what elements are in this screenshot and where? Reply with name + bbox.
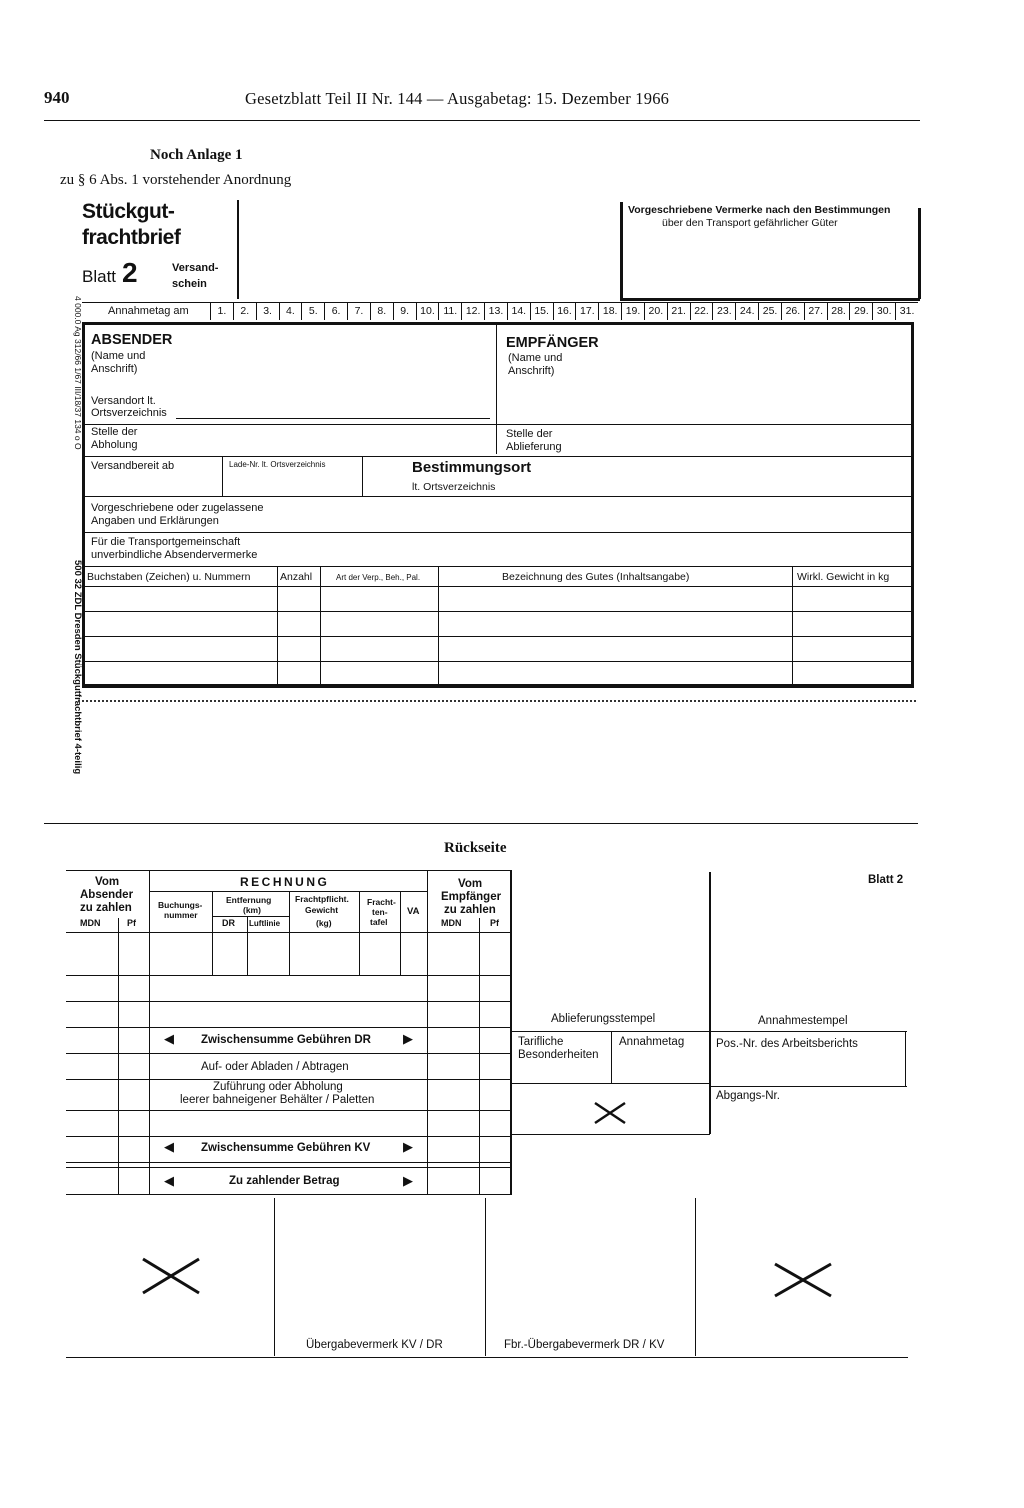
- rechnung-underline: [149, 891, 427, 892]
- annahmetag-day: 6.: [324, 303, 347, 320]
- annahmetag-day: 25.: [758, 303, 781, 320]
- back-row-h: [66, 1162, 512, 1163]
- annahmetag-day: 21.: [667, 303, 690, 320]
- zufuehrung-line1: Zuführung oder Abholung: [213, 1081, 343, 1093]
- tarif-bottom: [512, 1083, 710, 1084]
- row-line-vorgeschriebene: [84, 496, 912, 497]
- ablieferungsstempel-label: Ablieferungsstempel: [551, 1013, 656, 1025]
- stempel-right-border: [905, 1031, 906, 1086]
- back-row-f: [66, 1110, 512, 1111]
- empfaenger-label: EMPFÄNGER: [506, 335, 599, 351]
- annahmetag-day: 24.: [735, 303, 758, 320]
- back-col-buchung-right: [212, 891, 213, 975]
- bestimmungsort-label: Bestimmungsort: [412, 459, 532, 476]
- row-line-transport: [84, 532, 912, 533]
- page-number: 940: [44, 88, 70, 107]
- back-col-rechnung-right: [427, 870, 428, 1195]
- back-title: Rückseite: [444, 840, 507, 856]
- header-rule: [44, 120, 920, 121]
- annahmestempel-label: Annahmestempel: [758, 1015, 848, 1027]
- pos-nr-label: Pos.-Nr. des Arbeitsberichts: [716, 1038, 858, 1050]
- entfernung-underline: [212, 916, 289, 917]
- versandort-line2: Ortsverzeichnis: [91, 407, 167, 419]
- back-row-i: [66, 1167, 512, 1168]
- versand-line2: schein: [172, 278, 207, 290]
- vorgeschriebene-line2: Angaben und Erklärungen: [91, 515, 219, 527]
- title-divider: [237, 200, 239, 299]
- bestimmungsort-sub: lt. Ortsverzeichnis: [412, 481, 496, 493]
- annahmetag-day: 20.: [644, 303, 667, 320]
- uebergabe-kv-dr-label: Übergabevermerk KV / DR: [306, 1339, 443, 1351]
- cross-icon-bottom-right: [772, 1261, 834, 1299]
- annahmetag-day: 22.: [690, 303, 713, 320]
- pf-right: Pf: [490, 918, 499, 928]
- annahmetag-day: 16.: [553, 303, 576, 320]
- stelle-ablieferung-line2: Ablieferung: [506, 441, 562, 453]
- section-separator: [44, 823, 918, 824]
- notes-right-border: [918, 208, 921, 299]
- abgangs-nr-label: Abgangs-Nr.: [716, 1090, 780, 1102]
- pos-bottom: [709, 1086, 907, 1087]
- blatt-number: 2: [122, 257, 138, 288]
- annahmetag-day: 14.: [507, 303, 530, 320]
- goods-col3: [438, 566, 439, 686]
- rechnung-label: RECHNUNG: [240, 875, 330, 889]
- goods-row3: [84, 661, 912, 662]
- goods-col2: [320, 566, 321, 686]
- annahmetag-day: 15.: [530, 303, 553, 320]
- vom-absender-line3: zu zahlen: [80, 902, 132, 914]
- annahmetag-back-label: Annahmetag: [619, 1036, 685, 1048]
- form-title-line1: Stückgut-: [82, 200, 175, 223]
- back-header-bottom: [66, 932, 512, 933]
- annahmetag-day: 18.: [598, 303, 621, 320]
- empfaenger-sub1: (Name und: [508, 352, 563, 364]
- absender-label: ABSENDER: [91, 332, 173, 348]
- annahmetag-day: 31.: [895, 303, 918, 320]
- empfaenger-sub2: Anschrift): [508, 365, 555, 377]
- annahmetag-day: 7.: [347, 303, 370, 320]
- luftlinie-label: Luftlinie: [249, 919, 281, 928]
- tarif-divider: [611, 1031, 612, 1083]
- back-col-fracht-right: [359, 891, 360, 975]
- annahmetag-day: 29.: [849, 303, 872, 320]
- zwischensumme-dr-label: Zwischensumme Gebühren DR: [201, 1034, 371, 1046]
- row-line-abholung: [84, 424, 912, 425]
- stelle-ablieferung-line1: Stelle der: [506, 428, 553, 440]
- frachtentafel-line1: Fracht-: [367, 897, 396, 907]
- col-anzahl: Anzahl: [280, 571, 313, 583]
- frachtentafel-line3: tafel: [370, 917, 388, 927]
- versand-line1: Versand-: [172, 262, 219, 274]
- frachtentafel-line2: ten-: [372, 907, 388, 917]
- blatt2-label: Blatt 2: [868, 874, 904, 886]
- annahmetag-day: 17.: [575, 303, 598, 320]
- back-col-pf-right: [479, 918, 480, 1195]
- zu-zahlender-right-arrow: ▶: [403, 1173, 413, 1188]
- zu-zahlender-left-arrow: ◀: [164, 1173, 174, 1188]
- back-row-e: [66, 1079, 512, 1080]
- vom-absender-line1: Vom: [95, 876, 120, 888]
- vorgeschriebene-line1: Vorgeschriebene oder zugelassene: [91, 502, 264, 514]
- annahmetag-row: [82, 302, 918, 319]
- notes-left-border: [620, 202, 623, 299]
- entfernung-line2: (km): [243, 905, 261, 915]
- bottom-col1: [274, 1198, 275, 1356]
- zwischensumme-dr-right-arrow: ▶: [403, 1031, 413, 1046]
- transport-line1: Für die Transportgemeinschaft: [91, 536, 241, 548]
- front-dotted-line: [78, 700, 916, 702]
- back-row-d: [66, 1053, 512, 1054]
- vom-absender-line2: Absender: [80, 889, 134, 901]
- buchungsnummer-line1: Buchungs-: [158, 900, 203, 910]
- annahmetag-day: 1.: [210, 303, 233, 320]
- back-row-c: [66, 1027, 512, 1028]
- intro-line2: zu § 6 Abs. 1 vorstehender Anordnung: [60, 172, 292, 188]
- versandbereit-divider: [222, 456, 223, 496]
- annahmetag-day: 2.: [233, 303, 256, 320]
- annahmetag-day: 13.: [484, 303, 507, 320]
- bottom-col3: [695, 1198, 696, 1356]
- right-block-bottom: [512, 1134, 710, 1135]
- zwischensumme-kv-label: Zwischensumme Gebühren KV: [201, 1142, 371, 1154]
- frachtpflicht-line3: (kg): [316, 918, 332, 928]
- vom-empfaenger-line3: zu zahlen: [444, 904, 496, 916]
- zwischensumme-dr-left-arrow: ◀: [164, 1031, 174, 1046]
- tarifliche-line2: Besonderheiten: [518, 1049, 599, 1061]
- goods-header-bottom: [84, 586, 912, 587]
- zu-zahlender-label: Zu zahlender Betrag: [229, 1175, 340, 1187]
- back-right-divider: [709, 872, 711, 1134]
- annahmetag-day: 5.: [301, 303, 324, 320]
- back-col-dr-right: [247, 916, 248, 975]
- col-gewicht: Wirkl. Gewicht in kg: [797, 571, 890, 583]
- vom-empfaenger-line2: Empfänger: [441, 891, 502, 903]
- back-row-b: [66, 1001, 512, 1002]
- bottom-block-rule: [66, 1357, 908, 1358]
- annahmetag-day: 19.: [621, 303, 644, 320]
- back-row-g: [66, 1136, 512, 1137]
- annahmetag-day: 10.: [416, 303, 439, 320]
- zufuehrung-line2: leerer bahneigener Behälter / Paletten: [180, 1094, 375, 1106]
- stempel-bottom: [512, 1031, 907, 1032]
- annahmetag-day: 23.: [712, 303, 735, 320]
- tarifliche-line1: Tarifliche: [518, 1036, 564, 1048]
- side-code-top: 4 000.0 Ag 312/66 1/67 III/18/37 134 o O: [73, 296, 83, 450]
- goods-header-top: [84, 566, 912, 567]
- dr-label: DR: [222, 918, 235, 928]
- annahmetag-day: 8.: [370, 303, 393, 320]
- annahmetag-day: 11.: [438, 303, 461, 320]
- col-buchstaben: Buchstaben (Zeichen) u. Nummern: [87, 571, 251, 583]
- stelle-abholung-line2: Abholung: [91, 439, 138, 451]
- pf-left: Pf: [127, 918, 136, 928]
- notes-title-line2: über den Transport gefährlicher Güter: [662, 217, 838, 229]
- vom-empfaenger-line1: Vom: [458, 878, 483, 890]
- goods-row1: [84, 611, 912, 612]
- running-title: Gesetzblatt Teil II Nr. 144 — Ausgabetag: 15. Dezember 1966: [245, 89, 670, 108]
- goods-col4: [792, 566, 793, 686]
- absender-empf-divider: [496, 324, 497, 454]
- side-code-bottom: 500 32 ZDL Dresden Stückgutfrachtbrief 4-teilig: [72, 560, 83, 775]
- mdn-right: MDN: [441, 918, 462, 928]
- back-col-pf-left: [118, 918, 119, 1195]
- col-bezeichnung: Bezeichnung des Gutes (Inhaltsangabe): [502, 571, 690, 583]
- annahmetag-day: 9.: [393, 303, 416, 320]
- goods-row2: [84, 636, 912, 637]
- bottom-col2: [485, 1198, 486, 1356]
- annahmetag-day: 4.: [279, 303, 302, 320]
- frachtpflicht-line1: Frachtpflicht.: [295, 894, 349, 904]
- blatt-label: Blatt: [82, 267, 117, 286]
- versandbereit-label: Versandbereit ab: [91, 460, 175, 472]
- mdn-left: MDN: [80, 918, 101, 928]
- back-col-tafel-right: [400, 891, 401, 975]
- auf-abladen-label: Auf- oder Abladen / Abtragen: [201, 1061, 349, 1073]
- row-line-versandbereit: [84, 456, 912, 457]
- stelle-abholung-line1: Stelle der: [91, 426, 138, 438]
- back-col-absender-right: [149, 870, 150, 1195]
- va-label: VA: [407, 906, 420, 917]
- uebergabe-dr-kv-label: Fbr.-Übergabevermerk DR / KV: [504, 1339, 665, 1351]
- zwischensumme-kv-right-arrow: ▶: [403, 1139, 413, 1154]
- back-row-a: [66, 975, 512, 976]
- annahmetag-day: 27.: [804, 303, 827, 320]
- zwischensumme-kv-left-arrow: ◀: [164, 1139, 174, 1154]
- notes-title-line1: Vorgeschriebene Vermerke nach den Bestimmungen: [628, 204, 891, 216]
- lade-nr-label: Lade-Nr. lt. Ortsverzeichnis: [229, 460, 326, 469]
- cross-icon-bottom-left: [140, 1256, 202, 1296]
- versandort-line1: Versandort lt.: [91, 395, 156, 407]
- col-art: Art der Verp., Beh., Pal.: [336, 573, 421, 582]
- versandort-underline: [176, 418, 490, 419]
- annahmetag-day: 3.: [256, 303, 279, 320]
- absender-sub1: (Name und: [91, 350, 146, 362]
- intro-line1: Noch Anlage 1: [150, 147, 243, 163]
- annahmetag-label: Annahmetag am: [108, 305, 189, 317]
- annahmetag-day: 12.: [461, 303, 484, 320]
- annahmetag-day: 26.: [781, 303, 804, 320]
- form-title-line2: frachtbrief: [82, 226, 181, 249]
- absender-sub2: Anschrift): [91, 363, 138, 375]
- annahmetag-day: 30.: [872, 303, 895, 320]
- buchungsnummer-line2: nummer: [164, 910, 198, 920]
- annahmetag-day: 28.: [827, 303, 850, 320]
- entfernung-line1: Entfernung: [226, 895, 272, 905]
- goods-col1: [277, 566, 278, 686]
- back-col-luft-right: [289, 891, 290, 975]
- lade-divider: [362, 456, 363, 496]
- transport-line2: unverbindliche Absendervermerke: [91, 549, 258, 561]
- notes-bottom-border: [620, 298, 920, 301]
- frachtpflicht-line2: Gewicht: [305, 905, 339, 915]
- cross-icon-tarif: [592, 1100, 628, 1126]
